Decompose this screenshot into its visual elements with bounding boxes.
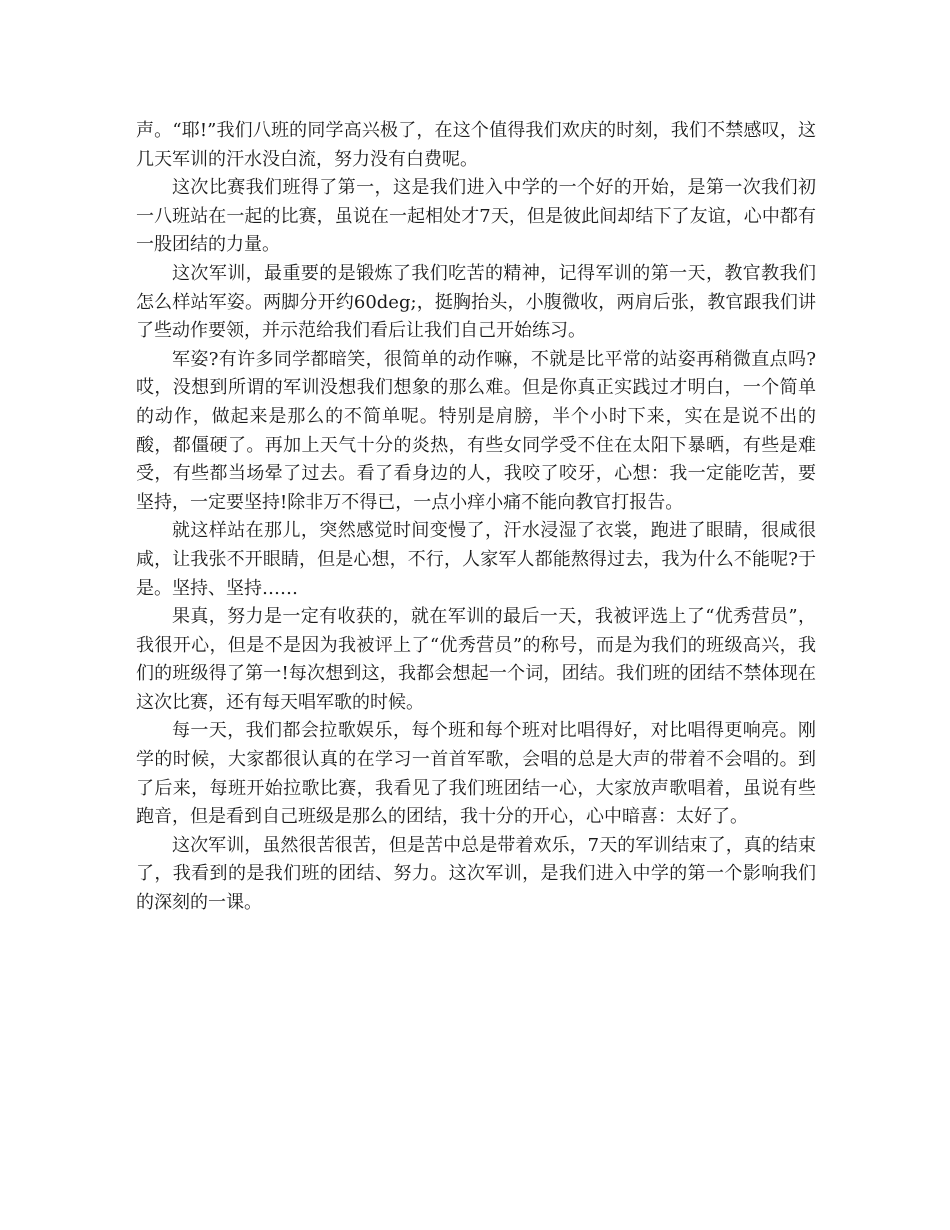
paragraph-5: 就这样站在那儿，突然感觉时间变慢了，汗水浸湿了衣裳，跑进了眼睛，很咸很咸，让我张不开眼睛，但是心想，不行，人家军人都能熬得过去，我为什么不能呢?于是。坚持、坚持……	[136, 520, 816, 599]
paragraph-8: 这次军训，虽然很苦很苦，但是苦中总是带着欢乐，7天的军训结束了，真的结束了，我看到的是我们班的团结、努力。这次军训，是我们进入中学的第一个影响我们的深刻的一课。	[136, 834, 816, 914]
paragraph-2: 这次比赛我们班得了第一，这是我们进入中学的一个好的开始，是第一次我们初一八班站在一起的比赛，虽说在一起相处才7天，但是彼此间却结下了友谊，心中都有一股团结的力量。	[136, 177, 816, 256]
paragraph-6: 果真，努力是一定有收获的，就在军训的最后一天，我被评选上了“优秀营员”，我很开心，但是不是因为我被评上了“优秀营员”的称号，而是为我们的班级高兴，我们的班级得了第一!每次想到这，我都会想起一个词，团结。我们班的团结不禁体现在这次比赛，还有每天唱军歌的时候。	[136, 606, 816, 713]
document-page	[136, 117, 816, 918]
paragraph-1: 声。“耶!”我们八班的同学高兴极了，在这个值得我们欢庆的时刻，我们不禁感叹，这几天军训的汗水没白流，努力没有白费呢。	[136, 120, 816, 170]
paragraph-3: 这次军训，最重要的是锻炼了我们吃苦的精神，记得军训的第一天，教官教我们怎么样站军姿。两脚分开约60deg;，挺胸抬头，小腹微收，两肩后张，教官跟我们讲了些动作要领，并示范给我们看后让我们自己开始练习。	[136, 262, 816, 342]
paragraph-7: 每一天，我们都会拉歌娱乐，每个班和每个班对比唱得好，对比唱得更响亮。刚学的时候，大家都很认真的在学习一首首军歌，会唱的总是大声的带着不会唱的。到了后来，每班开始拉歌比赛，我看见了我们班团结一心，大家放声歌唱着，虽说有些跑音，但是看到自己班级是那么的团结，我十分的开心，心中暗喜：太好了。	[136, 720, 816, 828]
paragraph-4: 军姿?有许多同学都暗笑，很简单的动作嘛，不就是比平常的站姿再稍微直点吗?哎，没想到所谓的军训没想我们想象的那么难。但是你真正实践过才明白，一个简单的动作，做起来是那么的不简单呢。特别是肩膀，半个小时下来，实在是说不出的酸，都僵硬了。再加上天气十分的炎热，有些女同学受不住在太阳下暴晒，有些是难受，有些都当场晕了过去。看了看身边的人，我咬了咬牙，心想：我一定能吃苦，要坚持，一定要坚持!除非万不得已，一点小痒小痛不能向教官打报告。	[136, 348, 816, 513]
